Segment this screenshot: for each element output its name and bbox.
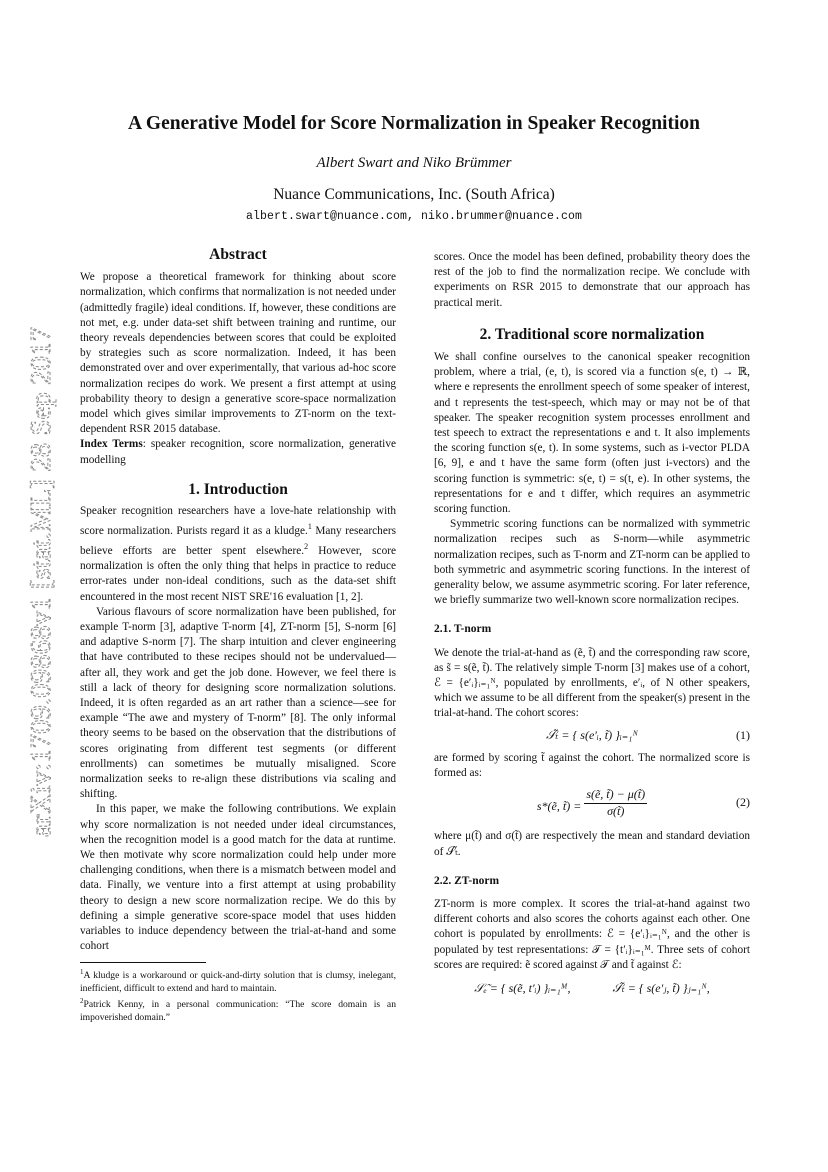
intro-paragraph-2: Various flavours of score normalization have been published, for example T-norm [3], adaptive T-norm [4], ZT-norm [5], S-norm [6] and adaptive S-norm [7]. The sharp intuition and clever engineering that have contributed to these recipes should not be undervalued—after all, they work and get the job done. However, we feel there is still a lack of theory for designing score normalization solutions. Indeed, it is often regarded as an art rather than a science—see for example “The awe and mystery of T-norm” [8]. The only informal theory seems to be based on the observation that the distributions of scores originating from different test segments (or different enrollments) can sometimes be mutually misaligned. Score normalization seeks to re-align these distributions via scaling and shifting. bbox=[80, 605, 396, 801]
intro-continuation: scores. Once the model has been defined, probability theory does the rest of the job to find the normalization recipe. We conclude with experiments on RSR 2015 to demonstrate that our approach has practical merit. bbox=[434, 251, 750, 309]
intro-p1-part-b: Many researchers believe efforts are better spent elsewhere. bbox=[80, 525, 396, 557]
equation-2-lhs: s*(ẽ, t̃) = bbox=[536, 798, 582, 813]
right-column bbox=[434, 250, 750, 996]
affiliation: Nuance Communications, Inc. (South Africa) bbox=[273, 186, 555, 203]
footnote-ref-2: 2 bbox=[304, 542, 309, 552]
intro-paragraph-1 bbox=[80, 504, 396, 605]
equation-3 bbox=[434, 981, 750, 996]
arxiv-stamp bbox=[16, 322, 60, 842]
intro-p1-part-a: Speaker recognition researchers have a love-hate relationship with score normalization. Purists regard it as a kludge. bbox=[80, 505, 396, 538]
tnorm-paragraph-3: where μ(t̃) and σ(t̃) are respectively the mean and standard deviation of 𝒮ₜ̃. bbox=[434, 830, 750, 858]
equation-3-part-b: 𝒮ₜ̃ = { s(e′ⱼ, t̃) }ⱼ₌₁ᴺ, bbox=[612, 980, 710, 995]
intro-paragraph-3: In this paper, we make the following contributions. We explain why score normalization is not needed under ideal circumstances, when the recognition model is a good match for the data at runtime. We then motivate why score normalization could help under more challenging conditions, when there is a mismatch between model and data. Finally, we venture into a first attempt at using probability theory to design a new score normalization recipe. We do this by defining a simple generative score-space model that uses hidden variables to induce dependency between the trial-at-hand and some cohort bbox=[80, 803, 396, 953]
equation-2-number: (2) bbox=[736, 795, 750, 810]
equation-2-numerator: s(ẽ, t̃) − μ(t̃) bbox=[584, 787, 647, 803]
equation-3-part-a: 𝒮ₑ̃ = { s(ẽ, t′ᵢ) }ᵢ₌₁ᴹ, bbox=[474, 980, 571, 995]
equation-2 bbox=[434, 787, 750, 823]
footnote-2-mark: 2 bbox=[80, 997, 84, 1006]
arxiv-stamp-text: arXiv:1709.09868v1 [stat.ML] 28 Sep 2017 bbox=[26, 343, 57, 837]
equation-2-fraction bbox=[584, 787, 647, 818]
abstract-heading: Abstract bbox=[209, 246, 267, 263]
equation-1-number: (1) bbox=[736, 727, 750, 742]
equation-1-body: 𝒮ₜ̃ = { s(e′ᵢ, t̃) }ᵢ₌₁ᴺ bbox=[546, 727, 638, 742]
equation-2-denominator: σ(t̃) bbox=[607, 803, 625, 818]
tnorm-paragraph-2: are formed by scoring t̃ against the cohort. The normalized score is formed as: bbox=[434, 751, 750, 780]
footnote-1 bbox=[80, 966, 396, 995]
ztnorm-paragraph-1: ZT-norm is more complex. It scores the trial-at-hand against two different cohorts and also scores the cohorts against each other. One cohort is populated by enrollments: ℰ = {e′ᵢ}ᵢ₌₁ᴺ, and the other is populated by test representations: 𝒯 = {t′ᵢ}ᵢ₌₁ᴹ. Three sets of cohort scores are required: ẽ scored against 𝒯 and t̃ against ℰ: bbox=[434, 897, 750, 971]
footnote-2 bbox=[80, 995, 396, 1024]
tnorm-paragraph-1: We denote the trial-at-hand as (ẽ, t̃) and the corresponding raw score, as s̃ = s(ẽ, t̃). The relatively simple T-norm [3] makes use of a cohort, ℰ = {e′ᵢ}ᵢ₌₁ᴺ, populated by enrollments, e′ᵢ, of N other speakers, which we assume to be all different from the speaker(s) present in the trial-at-hand. The cohort scores: bbox=[434, 646, 750, 720]
footnote-1-text: A kludge is a workaround or quick-and-dirty solution that is clumsy, inelegant, inefficient, difficult to extend and hard to maintain. bbox=[80, 970, 396, 994]
footnote-2-text: Patrick Kenny, in a personal communication: “The score domain is an impoverished domain.” bbox=[80, 999, 396, 1023]
intro-heading: 1. Introduction bbox=[188, 480, 288, 498]
section-2-paragraph-1: We shall confine ourselves to the canonical speaker recognition problem, where a trial, (e, t), is scored via a function s(e, t) → ℝ, where e represents the enrollment speech of some speaker of interest, and t represents the test-speech, which may or may not be of that speaker. The speaker recognition system processes enrollment and test speech to extract the representations e and t. It also implements the scoring function s(e, t). In some systems, such as i-vector PLDA [6, 9], e and t have the same form (often just i-vectors) and the scoring function is symmetric: s(e, t) = s(t, e). In other systems, the representations for e and t differ, which requires an asymmetric scoring function. bbox=[434, 351, 750, 516]
paper-title: A Generative Model for Score Normalization in Speaker Recognition bbox=[128, 113, 700, 134]
authors: Albert Swart and Niko Brümmer bbox=[316, 155, 512, 171]
equation-1 bbox=[434, 728, 750, 743]
subsection-2-2-heading: 2.2. ZT-norm bbox=[434, 874, 500, 887]
footnote-ref-1: 1 bbox=[307, 522, 312, 532]
left-column bbox=[80, 247, 396, 1024]
index-terms-text: : speaker recognition, score normalization, generative modelling bbox=[80, 438, 396, 466]
emails: albert.swart@nuance.com, niko.brummer@nuance.com bbox=[245, 210, 583, 223]
section-2-paragraph-2: Symmetric scoring functions can be normalized with symmetric normalization recipes such as S-norm—while asymmetric normalization recipes, such as T-norm and ZT-norm can be applied to both symmetric and asymmetric scoring functions. In the interest of generality below, we assume asymmetric scoring. For later reference, we briefly summarize two well-known score normalization recipes. bbox=[434, 518, 750, 607]
intro-p1-part-c: However, score normalization is often the only thing that helps in practice to reduce error-rates under non-ideal conditions, such as the data-set shift encountered in the most recent NIST SRE'16 evaluation [1, 2]. bbox=[80, 544, 396, 603]
index-terms bbox=[80, 437, 396, 467]
footnote-1-mark: 1 bbox=[80, 968, 84, 977]
index-terms-label: Index Terms bbox=[80, 438, 143, 451]
arxiv-stamp-svg bbox=[16, 322, 60, 842]
subsection-2-1-heading: 2.1. T-norm bbox=[434, 623, 492, 636]
section-2-heading: 2. Traditional score normalization bbox=[479, 325, 705, 343]
abstract-text: We propose a theoretical framework for thinking about score normalization, which confirms that normalization is not needed under (admittedly fragile) ideal conditions. If, however, these conditions are not met, e.g. under data-set shift between training and runtime, our theory reveals dependencies between scores that could be exploited by strategies such as score normalization. Indeed, it has been demonstrated over and over experimentally, that various ad-hoc score normalization recipes do work. We present a first attempt at using probability theory to design a generative score-space normalization model which gives similar improvements to ZT-norm on the text-dependent RSR 2015 database. bbox=[80, 271, 396, 436]
